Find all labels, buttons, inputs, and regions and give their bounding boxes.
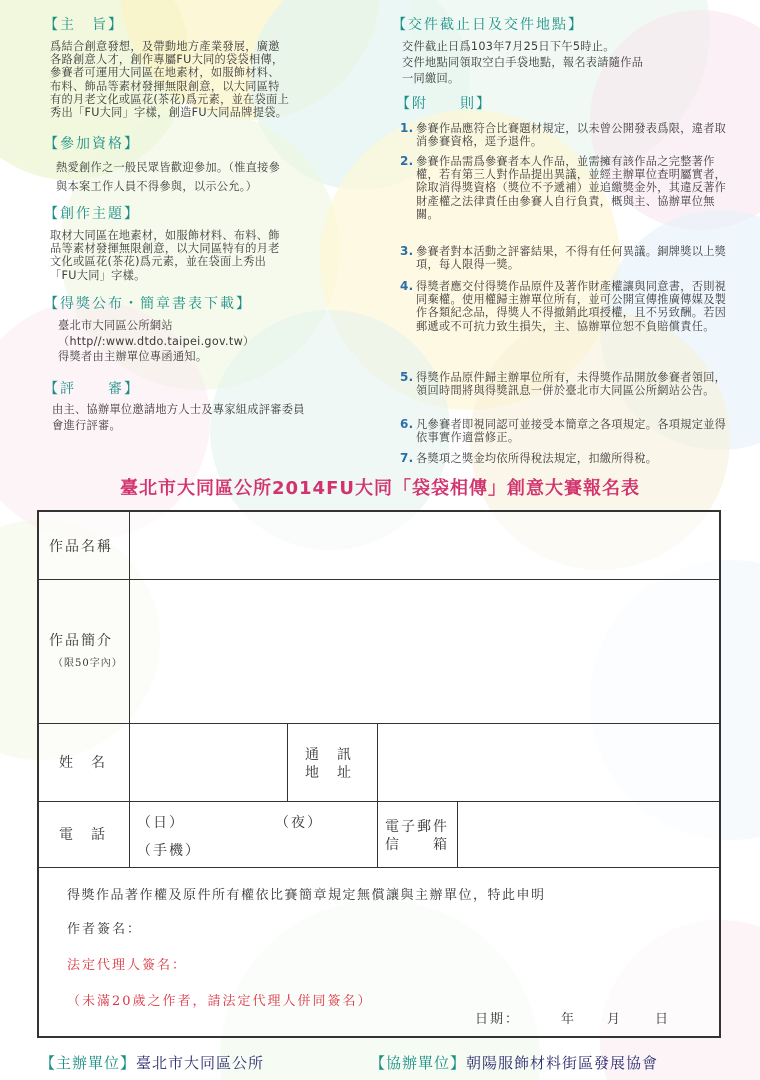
purpose-line: 布料、飾品等素材發揮無限創意，以大同區特 [50, 79, 280, 93]
date-year: 年 [561, 1012, 577, 1027]
rule-item [400, 155, 732, 221]
email-label-line: 電子郵件 [385, 819, 449, 835]
rule-number: 1. [400, 121, 414, 135]
purpose-text [50, 40, 370, 119]
section-title-theme: 【創作主題】 [44, 206, 140, 222]
organizer-label: 【主辦單位】 [40, 1054, 137, 1072]
declaration-text: 得獎作品著作權及原件所有權依比賽簡章規定無償讓與主辦單位，特此申明 [67, 888, 546, 903]
rule-item [400, 371, 732, 397]
guardian-signature-label: 法定代理人簽名： [67, 958, 188, 973]
rule-item [400, 122, 732, 148]
organizer [40, 1052, 264, 1073]
work-name-label: 作品名稱 [49, 539, 113, 555]
organizer-name: 臺北市大同區公所 [136, 1054, 265, 1072]
purpose-line: 參賽者可運用大同區在地素材，如服飾材料、 [50, 66, 280, 80]
awards-line: 得獎者由主辦單位專函通知。 [58, 350, 208, 363]
awards-website: （http//:www.dtdo.taipei.gov.tw） [58, 334, 255, 348]
registration-form [37, 510, 721, 1038]
section-title-deadline: 【交件截止日及交件地點】 [392, 17, 584, 33]
address-label [305, 746, 353, 782]
form-divider [129, 512, 130, 867]
rule-item [400, 418, 732, 444]
rule-number: 3. [400, 244, 414, 258]
rule-number: 6. [400, 417, 414, 431]
phone-day-label: （日） [137, 815, 185, 831]
rule-text: 參賽作品應符合比賽題材規定，以未曾公開發表爲限，違者取消參賽資格，逕予退件。 [416, 122, 727, 149]
deadline-text [402, 39, 732, 87]
review-text [52, 402, 372, 434]
review-line: 會進行評審。 [52, 419, 121, 432]
awards-line: 臺北市大同區公所網站 [58, 319, 173, 332]
name-field[interactable] [131, 724, 286, 800]
email-field[interactable] [459, 802, 717, 866]
theme-line: 「FU大同」字樣。 [50, 268, 146, 282]
rule-text: 參賽者對本活動之評審結果，不得有任何異議。銅牌獎以上獎項，每人限得一獎。 [416, 245, 727, 272]
form-title: 臺北市大同區公所2014FU大同「袋袋相傳」創意大賽報名表 [119, 478, 640, 499]
theme-text [50, 229, 370, 282]
section-title-purpose: 【主 旨】 [44, 17, 124, 33]
coorganizer-label: 【協辦單位】 [370, 1054, 467, 1072]
rule-number: 5. [400, 370, 414, 384]
coorganizer [370, 1052, 658, 1073]
form-divider [39, 867, 719, 868]
rule-number: 2. [400, 154, 414, 168]
section-title-awards: 【得獎公布・簡章書表下載】 [44, 296, 252, 312]
theme-line: 取材大同區在地素材，如服飾材料、布料、飾 [50, 229, 280, 242]
deadline-line: 一同繳回。 [402, 72, 460, 85]
section-title-eligibility: 【參加資格】 [44, 136, 140, 152]
rule-number: 7. [400, 451, 414, 465]
rule-text: 各獎項之獎金均依所得稅法規定，扣繳所得稅。 [416, 452, 658, 465]
purpose-line: 秀出「FU大同」字樣，創造FU大同品牌提袋。 [50, 106, 288, 120]
section-title-rules: 【附 則】 [396, 96, 492, 112]
coorganizer-name: 朝陽服飾材料街區發展協會 [466, 1054, 659, 1072]
deadline-line: 交件地點同領取空白手袋地點，報名表請隨作品 [402, 56, 644, 69]
minor-note: （未滿20歲之作者，請法定代理人併同簽名） [67, 994, 373, 1009]
eligibility-line: 與本案工作人員不得參與，以示公允。） [56, 180, 258, 193]
rule-item [400, 245, 732, 271]
eligibility-line: 熱愛創作之一般民眾皆歡迎參加。（惟直接參 [56, 161, 281, 174]
date-label: 日期： [475, 1012, 521, 1027]
guardian-signature-field[interactable] [209, 950, 469, 974]
rule-text: 凡參賽者即視同認可並接受本簡章之各項規定。各項規定並得依事實作適當修正。 [416, 418, 727, 445]
email-label-line: 信 箱 [385, 837, 449, 853]
theme-line: 文化或區花(茶花)爲元素，並在袋面上秀出 [50, 255, 267, 269]
date-day: 日 [655, 1012, 671, 1027]
awards-text [58, 318, 372, 365]
eligibility-text [56, 158, 372, 196]
form-divider [377, 723, 378, 867]
review-line: 由主、協辦單位邀請地方人士及專家組成評審委員 [52, 403, 305, 416]
phone-mobile-label: （手機） [137, 843, 201, 859]
form-divider [457, 801, 458, 867]
phone-label: 電 話 [59, 827, 107, 843]
deadline-line: 交件截止日爲103年7月25日下午5時止。 [402, 40, 615, 53]
form-divider [287, 723, 288, 801]
address-field[interactable] [379, 724, 717, 800]
purpose-line: 有的月老文化或區花(茶花)爲元素，並在袋面上 [50, 92, 290, 106]
rule-text: 得獎作品原件歸主辦單位所有，未得獎作品開放參賽者領回，領回時間將與得獎訊息一併於臺北市大同區公所網站公告。 [416, 371, 727, 398]
theme-line: 品等素材發揮無限創意，以大同區特有的月老 [50, 242, 280, 256]
phone-field[interactable] [131, 802, 376, 866]
rule-item [400, 452, 732, 465]
purpose-line: 各路創意人才，創作專屬FU大同的袋袋相傳， [50, 53, 284, 67]
email-label [385, 818, 449, 854]
author-signature-label: 作者簽名： [67, 922, 143, 937]
phone-night-label: （夜） [275, 815, 323, 831]
work-name-field[interactable] [131, 512, 717, 578]
rule-number: 4. [400, 279, 414, 293]
purpose-line: 爲結合創意發想，及帶動地方產業發展，廣邀 [50, 40, 280, 53]
rule-item [400, 280, 732, 333]
date-month: 月 [607, 1012, 623, 1027]
work-intro-field[interactable] [131, 580, 717, 722]
work-intro-label: 作品簡介 [49, 633, 113, 649]
author-signature-field[interactable] [157, 914, 417, 938]
section-title-review: 【評 審】 [44, 381, 140, 397]
name-label: 姓 名 [59, 755, 107, 771]
work-intro-note: （限50字內） [53, 658, 123, 669]
address-label-line: 通 訊 [305, 747, 353, 763]
rule-text: 得獎者應交付得獎作品原件及著作財產權讓與同意書，否則視同棄權。使用權歸主辦單位所有，並可公開宣傳推廣傳媒及製作各類紀念品，得獎人不得撤銷此項授權，且不另致酬。若因郵遞或不可抗力致生損失，主、協辦單位恕不負賠償責任。 [416, 280, 727, 333]
address-label-line: 地 址 [305, 765, 353, 781]
rule-text: 參賽作品需爲參賽者本人作品，並需擁有該作品之完整著作權，若有第三人對作品提出異議，並經主辦單位查明屬實者，除取消得獎資格（獎位不予遞補）並追繳獎金外，其違反著作財產權之法律責任由參賽人自行負責，概與主、協辦單位無關。 [416, 155, 727, 221]
